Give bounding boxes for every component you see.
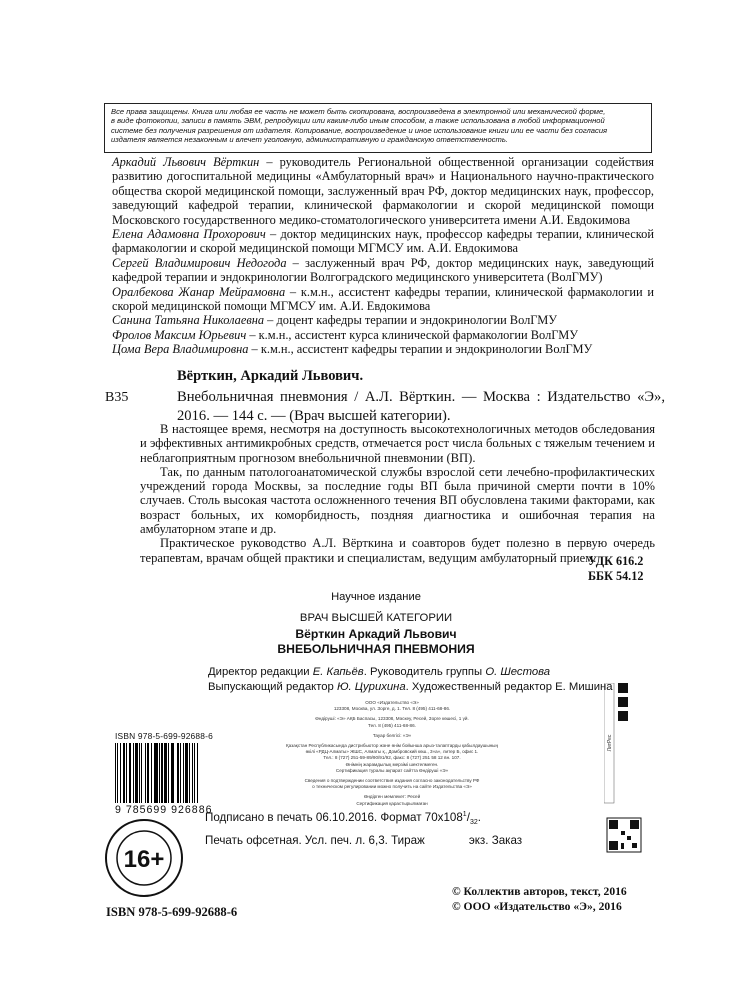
author-name: Оралбекова Жанар Мейрамовна xyxy=(112,284,286,299)
author-name: Фролов Максим Юрьевич xyxy=(112,327,247,342)
windows-icon xyxy=(618,711,628,721)
author-entry: Елена Адамовна Прохорович – доктор медицинских наук, профессор кафедры терапии, клинической фармакологии и скорой медицинской помощи МГМСУ им. А.И. Евдокимова xyxy=(112,227,655,256)
udk-code: УДК 616.2 xyxy=(588,554,644,568)
barcode-isbn: ISBN 978-5-699-92688-6 xyxy=(115,731,213,741)
age-rating-badge xyxy=(103,817,185,899)
age-rating-text: 16+ xyxy=(123,846,165,873)
annotation-paragraph: Так, по данным патологоанатомической службы взрослой сети лечебно-профилактических учреждений города Москвы, за последние годы ВП была причиной смерти почти в 10% случаев. Столь высокая частота осложненного течения ВП обусловлена такими факторами, как возраст больных, их коморбидность, поздняя диагностика и ошибочная терапия на амбулаторном этапе и др. xyxy=(140,464,655,537)
android-icon xyxy=(618,697,628,707)
book-title-line: Внебольничная пневмония / А.Л. Вёрткин. — Москва : Издательство «Э», 2016. — 144 с. — (Врач высшей категории). xyxy=(177,389,665,424)
author-description: доктор медицинских наук, профессор кафедры терапии, клинической фармакологии и скорой медицинской помощи МГМСУ им. А.И. Евдокимова xyxy=(112,227,655,256)
author-description: заслуженный врач РФ, доктор медицинских наук, заведующий кафедрой терапии и эндокринологии Волгоградского медицинского университета (ВолГМУ) xyxy=(112,255,655,285)
author-name: Санина Татьяна Николаевна xyxy=(112,313,265,328)
print-format-line: Печать офсетная. Усл. печ. л. 6,3. Тираж экз. Заказ xyxy=(205,834,523,848)
apple-icon xyxy=(618,683,628,693)
author-name: Аркадий Львович Вёрткин xyxy=(112,155,260,169)
annotation xyxy=(140,422,655,565)
copyright-publisher: © ООО «Издательство «Э», 2016 xyxy=(452,899,622,913)
author-description: к.м.н., ассистент курса клинической фармакологии ВолГМУ xyxy=(258,327,579,342)
barcode-bars xyxy=(115,743,213,803)
qr-code-icon xyxy=(607,818,641,852)
author-name: Сергей Владимирович Недогода xyxy=(112,255,287,270)
print-info xyxy=(205,806,605,850)
author-full-name: Вёрткин Аркадий Львович xyxy=(295,627,457,641)
staff-line: Директор редакции Е. Капьёв. Руководитель группы О. Шестова xyxy=(208,666,551,678)
barcode-ean: 9 785699 926886 xyxy=(115,804,213,816)
book-author-heading: Вёрткин, Аркадий Львович. xyxy=(177,368,364,384)
author-entry: Фролов Максим Юрьевич – к.м.н., ассистент курса клинической фармакологии ВолГМУ xyxy=(112,327,579,342)
author-description: к.м.н., ассистент кафедры терапии, клинической фармакологии и скорой медицинской помощи МГМСУ им. А.И. Евдокимова xyxy=(112,284,655,314)
author-entry: Оралбекова Жанар Мейрамовна – к.м.н., ассистент кафедры терапии, клинической фармакологии и скорой медицинской помощи МГМСУ им. А.И. Евдокимова xyxy=(112,284,655,314)
classification-codes xyxy=(588,554,663,584)
author-entry: Цома Вера Владимировна – к.м.н., ассистент кафедры терапии и эндокринологии ВолГМУ xyxy=(112,342,593,357)
author-entry: Аркадий Львович Вёрткин – руководитель Региональной общественной организации содействия развитию догоспитальной медицины «Амбулаторный врач» и Национального научно-практического общества скорой медицинской помощи, заслуженный врач РФ, доктор медицинских наук, профессор, заведующий кафедрой терапии, клинической фармакологии и скорой медицинской помощи Московского государственного медико-стоматологического университета имени А.И. Евдокимова xyxy=(112,155,654,227)
publisher-imprint: ООО «Издательство «Э» 123308, Москва, ул. Зорге, д. 1. Тел. 8 (495) 411-68-86. Өндіруші: «Э» АҚБ Баспасы, 123308, Мәскеу, Ресей, Зорге көшесі, 1 үй. Тел. 8 (495) 411-68-86. Тауар белгісі: «Э» Қазақстан Республикасында дистрибьютор және өнім бойынша арыз-талаптарды қабылдаушының өкілі «РДЦ-Алматы» ЖШС, Алматы қ., Домбровский көш., 3«а», литер Б, офис 1. Тел.: 8 (727) 251-59-89/90/91/92, факс: 8 (727) 251 58 12 вн. 107. Өнімнің жарамдылық мерзімі шектелмеген. Сертификация туралы ақпарат сайтта Өндіруші «Э» Сведения о подтверждении соответствия издания согласно законодательству РФ о техническом регулировании можно получить на сайте Издательства «Э» Өндірген мемлекет: Ресей Сертификация қарастырылмаған xyxy=(285,700,499,806)
author-description: руководитель Региональной общественной организации содействия развитию догоспитальной медицины «Амбулаторный врач» и Национального научно-практического общества скорой медицинской помощи, заслуженный врач РФ, доктор медицинских наук, профессор, заведующий кафедрой терапии, клинической фармакологии и скорой медицинской помощи Московского государственного медико-стоматологического университета имени А.И. Евдокимова xyxy=(112,155,654,227)
copyright-notice xyxy=(104,103,652,153)
author-name: Цома Вера Владимировна xyxy=(112,342,249,357)
author-entry: Сергей Владимирович Недогода – заслуженный врач РФ, доктор медицинских наук, заведующий кафедрой терапии и эндокринологии Волгоградского медицинского университета (ВолГМУ) xyxy=(112,255,655,285)
litres-logo-text: ЛитРес xyxy=(607,734,613,752)
author-description: доцент кафедры терапии и эндокринологии ВолГМУ xyxy=(276,313,558,328)
copyright-line: издателя является незаконным и влечет уголовную, административную и гражданскую ответственность. xyxy=(111,135,508,145)
series-name: ВРАЧ ВЫСШЕЙ КАТЕГОРИИ xyxy=(299,612,453,624)
author-description: к.м.н., ассистент кафедры терапии и эндокринологии ВолГМУ xyxy=(260,342,593,357)
copyright-line: в виде фотокопии, записи в память ЭВМ, репродукции или каким-либо иным способом, а также использована в любой информационной xyxy=(111,116,605,126)
book-title: ВНЕБОЛЬНИЧНАЯ ПНЕВМОНИЯ xyxy=(277,642,475,656)
annotation-paragraph: В настоящее время, несмотря на доступность высокотехнологичных методов обследования и эффективных антимикробных средств, отмечается рост числа больных с тяжелым течением и неблагоприятным прогнозом внебольничной пневмонии (ВП). xyxy=(140,422,655,465)
edition-type: Научное издание xyxy=(331,591,421,603)
isbn: ISBN 978-5-699-92688-6 xyxy=(106,905,238,919)
release-editor-name: Ю. Цурихина xyxy=(336,680,406,693)
copyright-authors: © Коллектив авторов, текст, 2016 xyxy=(452,885,627,898)
author-entry: Санина Татьяна Николаевна – доцент кафедры терапии и эндокринологии ВолГМУ xyxy=(112,313,558,328)
author-code: В35 xyxy=(105,390,129,405)
barcode xyxy=(115,731,213,816)
copyright-line: системе без получения разрешения от издателя. Копирование, воспроизведение и иное использование книги или ее части без согласия xyxy=(111,125,608,135)
editorial-staff xyxy=(208,665,628,694)
bbk-code: ББК 54.12 xyxy=(588,569,644,583)
authors-list xyxy=(112,155,654,357)
director-name: Е. Капьёв xyxy=(312,666,364,678)
copyrights xyxy=(452,885,627,914)
side-logos xyxy=(604,683,642,888)
author-name: Елена Адамовна Прохорович xyxy=(112,227,266,242)
copyright-line: Все права защищены. Книга или любая ее часть не может быть скопирована, воспроизведена в электронной или механической форме, xyxy=(111,107,606,116)
staff-line: Выпускающий редактор Ю. Цурихина. Художественный редактор Е. Мишина xyxy=(208,680,613,693)
print-signed-line: Подписано в печать 06.10.2016. Формат $70х108^1/_{32}$. xyxy=(205,810,481,827)
group-head-name: О. Шестова xyxy=(485,666,551,678)
annotation-paragraph: Практическое руководство А.Л. Вёрткина и соавторов будет полезно в первую очередь терапевтам, врачам общей практики и специалистам, ведущим амбулаторный прием. xyxy=(140,536,655,565)
